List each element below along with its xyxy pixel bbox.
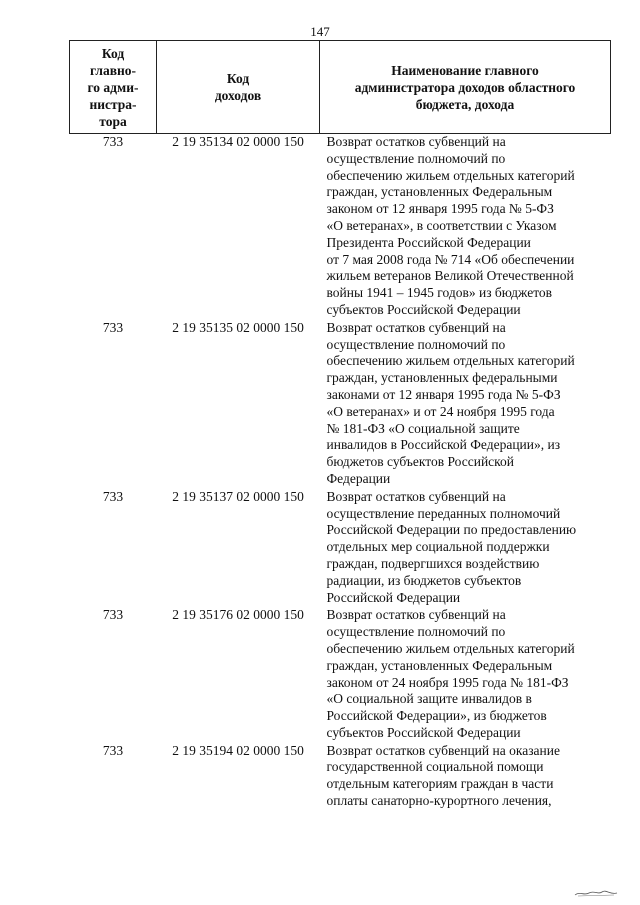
admin-code-cell: 733 — [102, 607, 124, 623]
income-name-cell: Возврат остатков субвенций на осуществление полномочий по обеспечению жильем отдельных категорий граждан, установленных Федеральным законом от 24 ноября 1995 года № 181-ФЗ «О социальной защите инвалидов в Российской Федерации», из бюджетов субъектов Российской Федерации — [326, 607, 575, 740]
income-name-cell: Возврат остатков субвенций на оказание государственной социальной помощи отдельным категориям граждан в части оплаты санаторно-курортного лечения, — [326, 742, 560, 809]
income-name-cell: Возврат остатков субвенций на осуществление полномочий по обеспечению жильем отдельных категорий граждан, установленных Федеральным законом от 12 января 1995 года № 5-ФЗ «О ветеранах», в соответствии с Указом Президента Российской Федерации от 7 мая 2008 года № 714 «Об обеспечении жильем ветеранов Великой Отечественной войны 1941 – 1945 годов» из бюджетов субъектов Российской Федерации — [326, 134, 575, 317]
admin-code-cell: 733 — [102, 319, 124, 335]
table-header-row — [70, 41, 611, 134]
page-number: 147 — [310, 24, 330, 39]
income-code-cell: 2 19 35134 02 0000 150 — [172, 134, 304, 149]
table-row — [70, 607, 611, 742]
admin-code-cell: 733 — [102, 134, 124, 149]
income-code-cell: 2 19 35194 02 0000 150 — [172, 742, 304, 758]
header-income-code: Код доходов — [157, 41, 320, 134]
admin-code-cell: 733 — [102, 488, 124, 504]
income-administrators-table — [69, 40, 611, 811]
income-name-cell: Возврат остатков субвенций на осуществление переданных полномочий Российской Федерации по предоставлению отдельных мер социальной поддержки граждан, подвергшихся воздействию радиации, из бюджетов субъектов Российской Федерации — [326, 488, 577, 605]
table-row — [70, 489, 611, 608]
income-code-cell: 2 19 35176 02 0000 150 — [172, 607, 304, 623]
table-row — [70, 134, 611, 320]
header-admin-code: Код главно- го адми- нистра- тора — [70, 41, 157, 134]
table-row — [70, 320, 611, 489]
signature-mark — [574, 889, 618, 897]
income-code-cell: 2 19 35137 02 0000 150 — [172, 488, 304, 504]
table-row — [70, 743, 611, 811]
income-name-cell: Возврат остатков субвенций на осуществление полномочий по обеспечению жильем отдельных категорий граждан, установленных федеральными законами от 12 января 1995 года № 5-ФЗ «О ветеранах» и от 24 ноября 1995 года № 181-ФЗ «О социальной защите инвалидов в Российской Федерации», из бюджетов субъектов Российской Федерации — [326, 319, 575, 486]
admin-code-cell: 733 — [102, 742, 124, 758]
income-code-cell: 2 19 35135 02 0000 150 — [172, 319, 304, 335]
header-name: Наименование главного администратора доходов областного бюджета, дохода — [320, 41, 611, 134]
